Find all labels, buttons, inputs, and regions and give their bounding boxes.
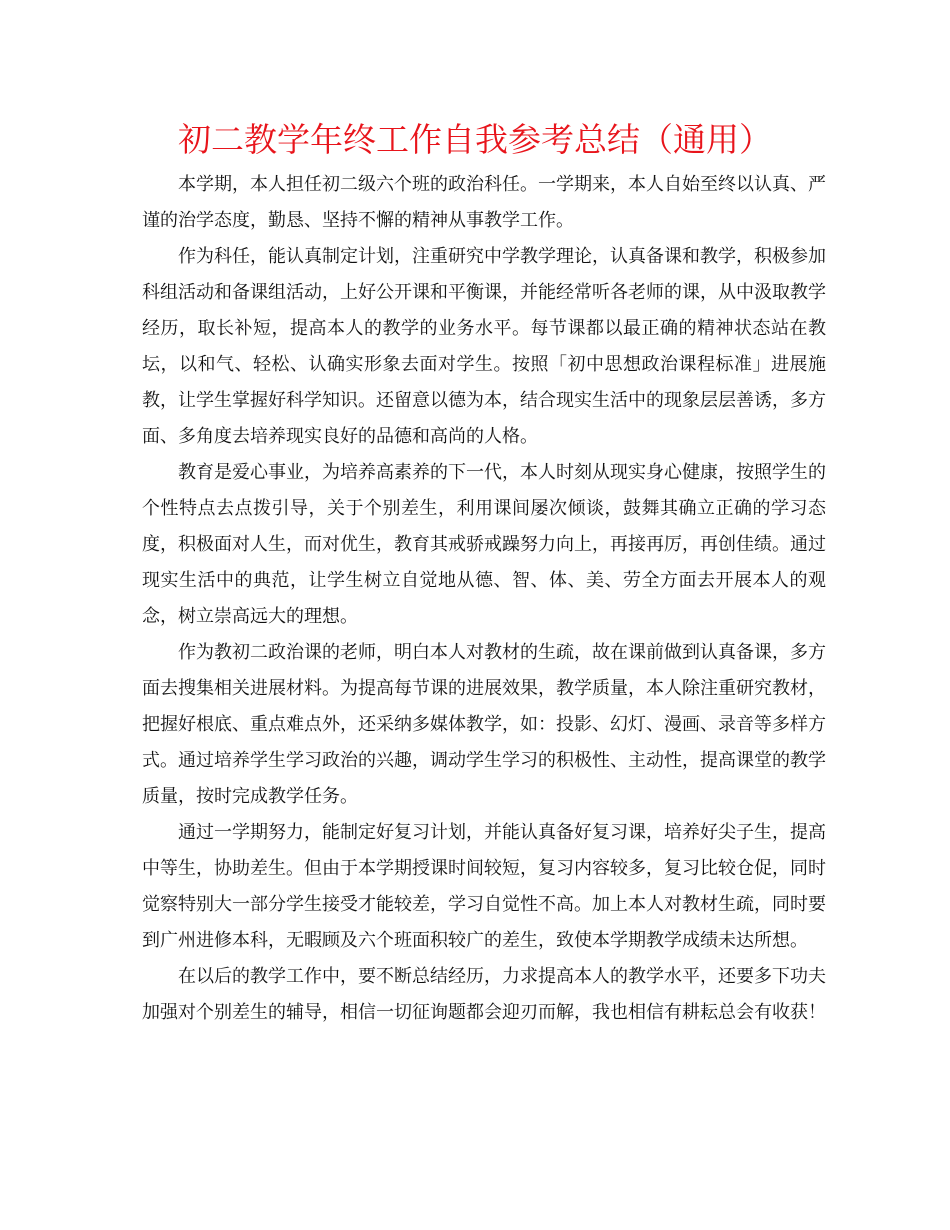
paragraph-1: 本学期，本人担任初二级六个班的政治科任。一学期来，本人自始至终以认真、严谨的治学态度，勤恳、坚持不懈的精神从事教学工作。 xyxy=(142,174,826,231)
document-title: 初二教学年终工作自我参考总结（通用） xyxy=(178,120,772,159)
paragraph-5: 通过一学期努力，能制定好复习计划，并能认真备好复习课，培养好尖子生，提高中等生，协助差生。但由于本学期授课时间较短，复习内容较多，复习比较仓促，同时觉察特别大一部分学生接受才能较差，学习自觉性不高。加上本人对教材生疏，同时要到广州进修本科，无暇顾及六个班面积较广的差生，致使本学期教学成绩未达所想。 xyxy=(142,822,826,951)
paragraph-3: 教育是爱心事业，为培养高素养的下一代，本人时刻从现实身心健康，按照学生的个性特点去点拨引导，关于个别差生，利用课间屡次倾谈，鼓舞其确立正确的学习态度，积极面对人生，而对优生，教育其戒骄戒躁努力向上，再接再厉，再创佳绩。通过现实生活中的典范，让学生树立自觉地从德、智、体、美、劳全方面去开展本人的观念，树立崇高远大的理想。 xyxy=(142,462,826,627)
document-body xyxy=(142,167,826,1031)
paragraph-6: 在以后的教学工作中，要不断总结经历，力求提高本人的教学水平，还要多下功夫加强对个别差生的辅导，相信一切征询题都会迎刃而解，我也相信有耕耘总会有收获！ xyxy=(142,966,826,1023)
paragraph-2: 作为科任，能认真制定计划，注重研究中学教学理论，认真备课和教学，积极参加科组活动和备课组活动，上好公开课和平衡课，并能经常听各老师的课，从中汲取教学经历，取长补短，提高本人的教学的业务水平。每节课都以最正确的精神状态站在教坛，以和气、轻松、认确实形象去面对学生。按照「初中思想政治课程标准」进展施教，让学生掌握好科学知识。还留意以德为本，结合现实生活中的现象层层善诱，多方面、多角度去培养现实良好的品德和高尚的人格。 xyxy=(142,246,826,447)
paragraph-4: 作为教初二政治课的老师，明白本人对教材的生疏，故在课前做到认真备课，多方面去搜集相关进展材料。为提高每节课的进展效果，教学质量，本人除注重研究教材，把握好根底、重点难点外，还采纳多媒体教学，如：投影、幻灯、漫画、录音等多样方式。通过培养学生学习政治的兴趣，调动学生学习的积极性、主动性，提高课堂的教学质量，按时完成教学任务。 xyxy=(142,642,826,807)
